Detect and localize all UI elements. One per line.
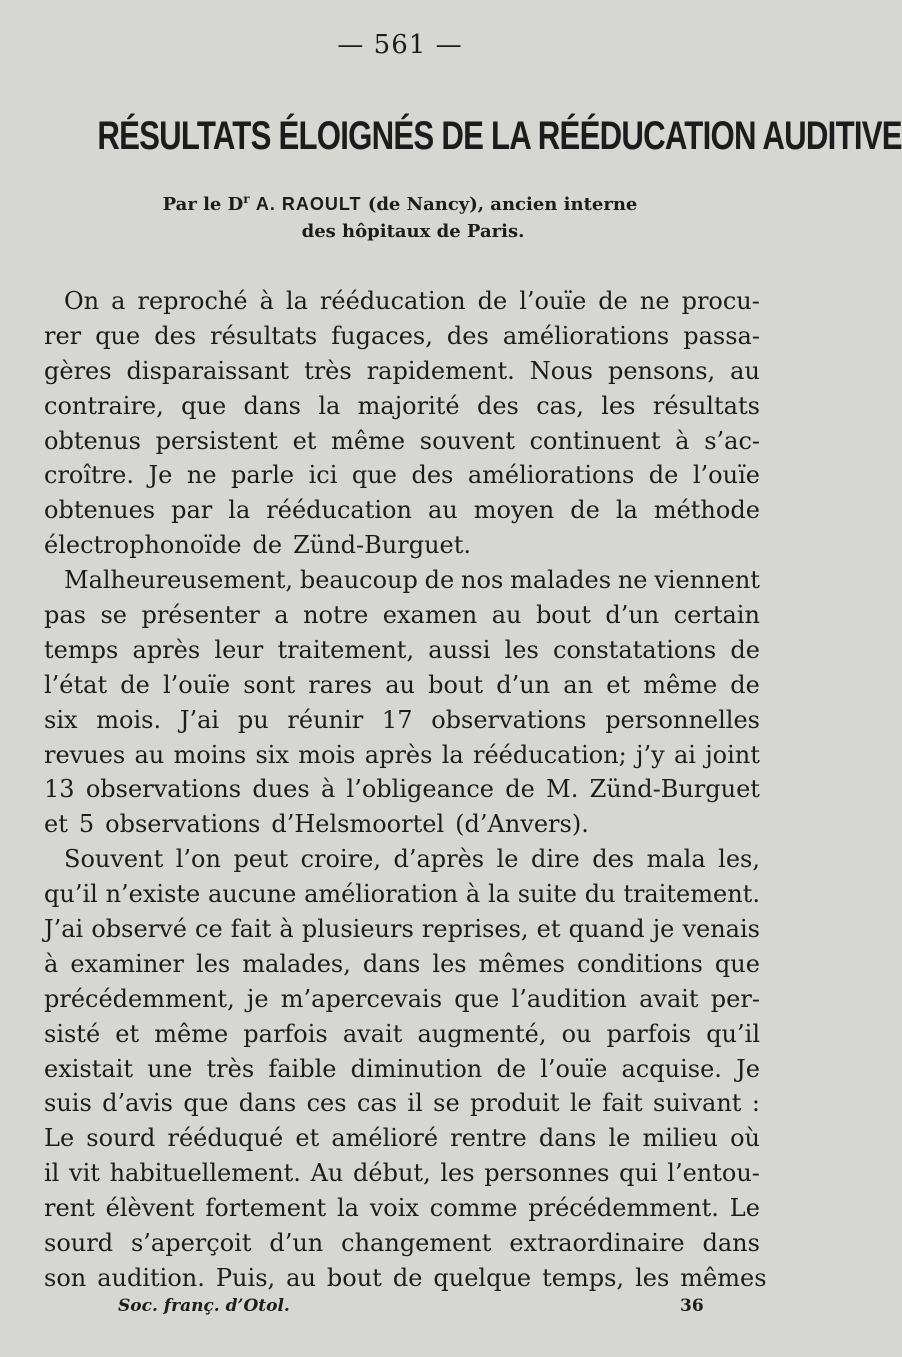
article-body <box>44 284 767 1296</box>
text-line: contraire, que dans la majorité des cas, les résultats <box>44 391 760 420</box>
text-line: et 5 observations d’Helsmoortel (d’Anvers). <box>44 810 589 839</box>
text-line: temps après leur traitement, aussi les constatations de <box>44 635 760 664</box>
text-line: électrophonoïde de Zünd-Burguet. <box>44 531 472 560</box>
byline-superscript: r <box>243 192 250 206</box>
text-line: son audition. Puis, au bout de quelque temps, les mêmes <box>44 1263 767 1292</box>
text-line: précédemment, je m’apercevais que l’audition avait per- <box>44 984 760 1013</box>
text-line: Malheureusement, beaucoup de nos malades ne viennent <box>64 566 760 595</box>
text-line: 13 observations dues à l’obligeance de M. Zünd-Burguet <box>44 775 760 804</box>
text-line: Le sourd rééduqué et amélioré rentre dans le milieu où <box>44 1124 760 1153</box>
text-line: revues au moins six mois après la rééducation; j’y ai joint <box>44 740 760 769</box>
text-line: Souvent l’on peut croire, d’après le dire des mala les, <box>64 845 760 874</box>
page-number: — 561 — <box>337 30 463 60</box>
text-line: six mois. J’ai pu réunir 17 observations personnelles <box>44 705 760 734</box>
text-line: sourd s’aperçoit d’un changement extraordinaire dans <box>44 1229 760 1258</box>
byline-prefix: Par le D <box>162 194 244 215</box>
article-title: RÉSULTATS ÉLOIGNÉS DE LA RÉÉDUCATION AUDITIVE <box>97 114 902 158</box>
text-line: rer que des résultats fugaces, des améliorations passa- <box>44 321 760 350</box>
sheet-number: 36 <box>680 1296 704 1316</box>
page-footer <box>0 1296 800 1320</box>
text-line: l’état de l’ouïe sont rares au bout d’un an et même de <box>44 670 760 699</box>
byline <box>0 186 800 245</box>
text-line: existait une très faible diminution de l’ouïe acquise. Je <box>44 1054 760 1083</box>
text-line: On a reproché à la rééducation de l’ouïe de ne procu- <box>64 287 760 315</box>
text-line: qu’il n’existe aucune amélioration à la suite du traitement. <box>44 880 760 909</box>
byline-line-2: des hôpitaux de Paris. <box>301 221 525 242</box>
text-line: obtenues par la rééducation au moyen de la méthode <box>44 496 760 525</box>
text-line: pas se présenter a notre examen au bout d’un certain <box>44 601 760 630</box>
text-line: J’ai observé ce fait à plusieurs reprises, et quand je venais <box>44 915 760 944</box>
text-line: obtenus persistent et même souvent continuent à s’ac- <box>44 426 760 455</box>
byline-line-1 <box>0 186 800 218</box>
text-line: suis d’avis que dans ces cas il se produit le fait suivant : <box>44 1089 760 1118</box>
text-line: sisté et même parfois avait augmenté, ou parfois qu’il <box>44 1019 760 1048</box>
text-line: à examiner les malades, dans les mêmes conditions que <box>44 949 760 978</box>
byline-suffix: (de Nancy), ancien interne <box>367 194 638 215</box>
text-line: il vit habituellement. Au début, les personnes qui l’entou- <box>44 1159 760 1188</box>
text-line: croître. Je ne parle ici que des améliorations de l’ouïe <box>44 461 760 490</box>
author-name: A. RAOULT <box>255 194 362 214</box>
journal-name: Soc. franç. d’Otol. <box>118 1296 290 1316</box>
text-line: rent élèvent fortement la voix comme précédemment. Le <box>44 1194 760 1223</box>
text-line: gères disparaissant très rapidement. Nous pensons, au <box>44 356 760 385</box>
